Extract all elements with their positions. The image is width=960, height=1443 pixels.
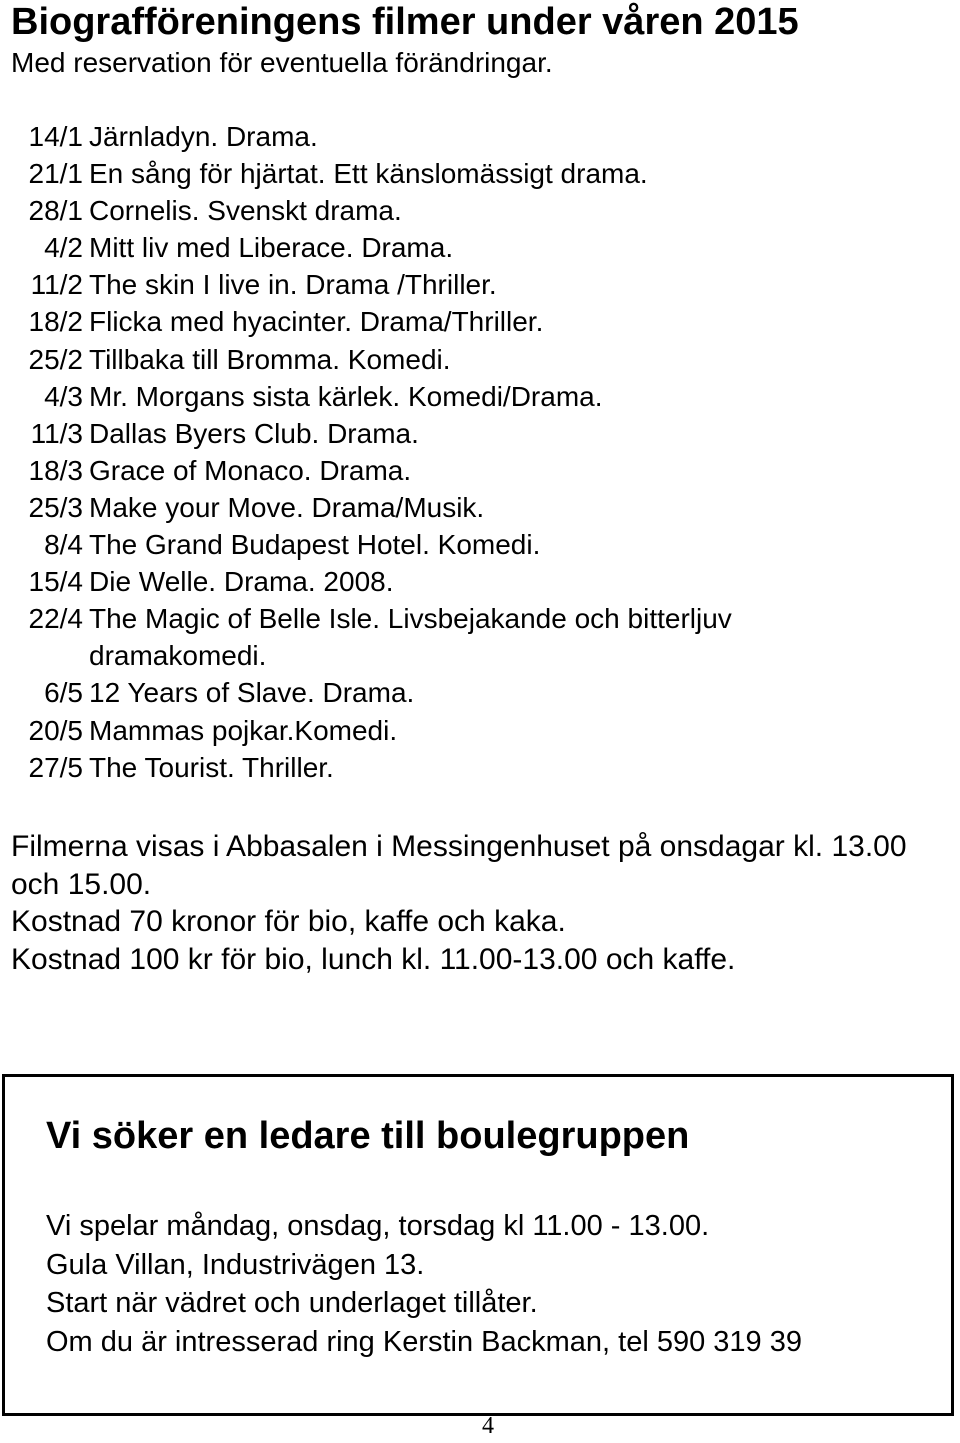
film-item <box>11 341 859 378</box>
venue-text: Filmerna visas i Abbasalen i Messingenhuset på onsdagar kl. 13.00 och 15.00. <box>11 830 907 901</box>
film-date: 14/1 <box>28 121 83 152</box>
film-item <box>11 266 859 303</box>
boule-heading: Vi söker en ledare till boulegruppen <box>46 1115 690 1157</box>
film-item <box>11 674 859 711</box>
film-date: 8/4 <box>44 529 83 561</box>
film-title: The skin I live in. Drama /Thriller. <box>89 269 497 301</box>
film-item <box>11 155 859 192</box>
film-schedule-list <box>11 118 859 786</box>
film-title: 12 Years of Slave. Drama. <box>89 677 415 709</box>
film-item <box>11 303 859 340</box>
film-title: Grace of Monaco. Drama. <box>89 454 412 486</box>
film-date: 25/2 <box>28 343 83 375</box>
film-date: 27/5 <box>28 751 83 783</box>
film-item <box>11 415 859 452</box>
film-item <box>11 229 859 266</box>
boule-schedule: Vi spelar måndag, onsdag, torsdag kl 11.00 - 13.00. <box>46 1210 710 1242</box>
boule-details <box>46 1207 802 1361</box>
boule-contact: Om du är intresserad ring Kerstin Backman, tel 590 319 39 <box>46 1325 802 1358</box>
film-date: 18/2 <box>28 306 83 338</box>
film-date: 4/2 <box>44 232 83 264</box>
film-date: 6/5 <box>44 677 83 709</box>
film-date: 22/4 <box>28 603 83 635</box>
cost-bio-text: Kostnad 70 kronor för bio, kaffe och kaka. <box>11 905 566 938</box>
film-item <box>11 118 859 155</box>
film-title: Mr. Morgans sista kärlek. Komedi/Drama. <box>89 380 603 412</box>
film-date: 18/3 <box>28 454 83 486</box>
film-date: 28/1 <box>28 195 83 227</box>
film-date: 15/4 <box>28 566 83 598</box>
film-item <box>11 749 859 786</box>
film-title: Mitt liv med Liberace. Drama. <box>89 232 454 264</box>
film-date: 21/1 <box>28 158 83 190</box>
film-item <box>11 452 859 489</box>
film-item <box>11 563 859 600</box>
film-title: Make your Move. Drama/Musik. <box>89 491 485 523</box>
film-date: 11/2 <box>30 269 83 301</box>
film-item <box>11 600 859 674</box>
boule-location: Gula Villan, Industrivägen 13. <box>46 1248 425 1281</box>
film-item <box>11 489 859 526</box>
film-date: 4/3 <box>44 380 83 412</box>
screening-info <box>11 828 911 978</box>
film-title: Flicka med hyacinter. Drama/Thriller. <box>89 306 544 338</box>
film-title: Tillbaka till Bromma. Komedi. <box>89 343 451 375</box>
film-title: Dallas Byers Club. Drama. <box>89 417 419 449</box>
film-item <box>11 526 859 563</box>
film-date: 25/3 <box>28 491 83 523</box>
film-title: The Tourist. Thriller. <box>89 751 334 783</box>
page-subtitle: Med reservation för eventuella förändringar. <box>11 47 553 78</box>
film-title: The Grand Budapest Hotel. Komedi. <box>89 529 541 561</box>
film-item <box>11 712 859 749</box>
film-item <box>11 192 859 229</box>
film-title: Die Welle. Drama. 2008. <box>89 566 394 598</box>
page-title: Biografföreningens filmer under våren 2015 <box>11 1 799 43</box>
film-title: Cornelis. Svenskt drama. <box>89 195 402 227</box>
boule-notice-box <box>2 1074 954 1416</box>
film-title: En sång för hjärtat. Ett känslomässigt drama. <box>89 158 648 190</box>
film-item <box>11 378 859 415</box>
film-title: Mammas pojkar.Komedi. <box>89 714 398 746</box>
film-date: 20/5 <box>28 714 83 746</box>
film-title: Järnladyn. Drama. <box>89 121 318 152</box>
cost-lunch-text: Kostnad 100 kr för bio, lunch kl. 11.00-13.00 och kaffe. <box>11 942 736 976</box>
page-number: 4 <box>482 1413 494 1439</box>
film-title: The Magic of Belle Isle. Livsbejakande och bitterljuv dramakomedi. <box>89 603 732 672</box>
boule-start: Start när vädret och underlaget tillåter. <box>46 1287 538 1319</box>
film-date: 11/3 <box>30 417 83 449</box>
